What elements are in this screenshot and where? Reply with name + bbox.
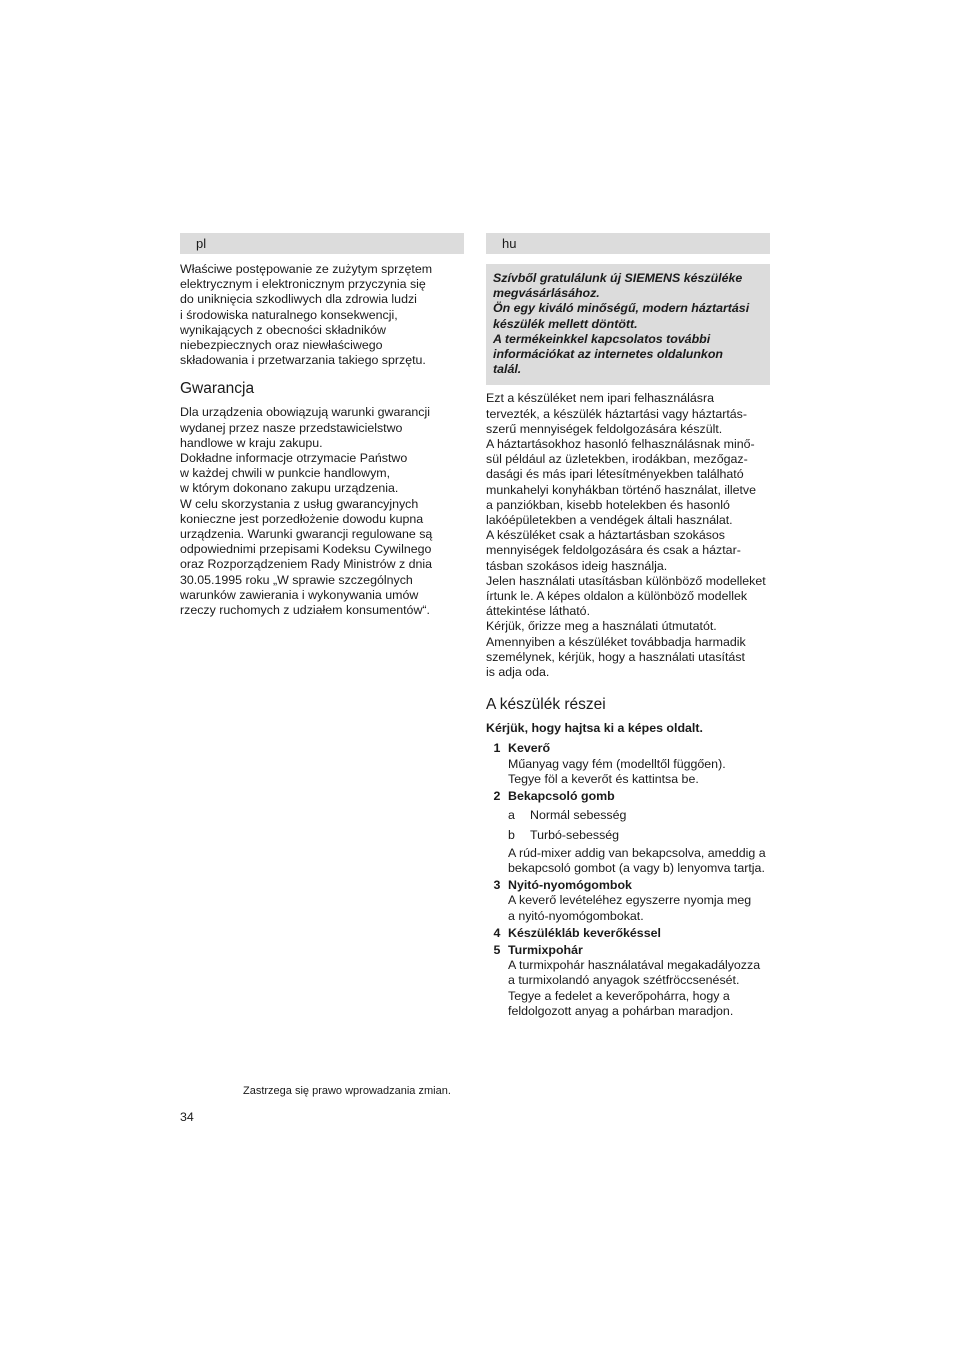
part-number: 4 [493,925,501,940]
sub-letter: a [508,808,515,823]
disposal-text: Właściwe postępowanie ze zużytym sprzętem elektrycznym i elektronicznym przyczynia się do uniknięcia szkodliwych dla zdrowia ludzi i środowiska naturalnego konsekwencji, wynikających z obecności składników niebezpiecznych oraz niewłaściwego składowania i przetwarzania takiego sprzętu. [180,262,433,368]
part-number: 3 [493,878,501,893]
sub-letter: b [508,827,515,842]
part-description: Tegye a fedelet a keverőpohárra, hogy a feldolgozott anyag a pohárban maradjon. [508,988,734,1018]
part-description: A keverő levételéhez egyszerre nyomja meg a nyitó-nyomógombokat. [508,893,752,923]
part-item [486,878,770,924]
part-title: Turmixpohár [508,942,583,957]
sub-item: a Normál sebesség [508,808,627,823]
part-description: Műanyag vagy fém (modelltől függően). Tegye föl a keverőt és kattintsa be. [508,756,726,786]
part-item [486,789,770,876]
footer-note: Zastrzega się prawo wprowadzania zmian. [243,1085,451,1097]
polish-column [180,233,464,618]
part-title: Nyitó-nyomógombok [508,878,632,893]
warranty-heading: Gwarancja [180,380,255,398]
parts-subheading: Kérjük, hogy hajtsa ki a képes oldalt. [486,721,703,736]
usage-paragraph: A készüléket csak a háztartásban szokásos mennyiségek feldolgozására és csak a háztar- tásban szokásos ideig használja. [486,528,741,573]
part-number: 5 [493,942,501,957]
warranty-paragraph: Dokładne informacje otrzymacie Państwo w każdej chwili w punkcie handlowym, w którym dokonano zakupu urządzenia. [180,451,408,496]
warranty-paragraph: W celu skorzystania z usług gwarancyjnych konieczne jest porzedłożenie dowodu kupna urządzenia. Warunki gwarancji regulowane są odpowiednimi przepisami Kodeksu Cywilnego oraz Rozporządzeniem Rady Ministrów z dnia 30.05.1995 roku „W sprawie szczególnych warunków zawierania i wykonywania umów rzeczy ruchomych z udziałem konsumentów“. [180,496,433,618]
part-description: A turmixpohár használatával megakadályozza a turmixolandó anyagok szétfröccsenését. [508,958,761,988]
part-number: 1 [493,741,501,756]
sub-item: b Turbó-sebesség [508,827,620,842]
part-number: 2 [493,789,501,804]
hungarian-column [486,233,770,1019]
usage-paragraph: Kérjük, őrizze meg a használati útmutatót. Amennyiben a készüléket továbbadja harmadik személynek, kérjük, hogy a használati utasítást is adja oda. [486,619,746,680]
part-item [486,741,770,787]
parts-heading: A készülék részei [486,696,606,714]
warranty-paragraph: Dla urządzenia obowiązują warunki gwarancji wydanej przez nasze przedstawicielstwo handlowe w kraju zakupu. [180,405,431,450]
page-number: 34 [180,1110,194,1124]
part-title: Keverő [508,741,551,756]
part-title: Bekapcsoló gomb [508,789,615,804]
part-item [486,943,770,1019]
part-item [486,926,770,941]
part-title: Készülékláb keverőkéssel [508,925,661,940]
congratulations-box: Szívből gratulálunk új SIEMENS készüléke megvásárlásához. Ön egy kiváló minőségű, modern háztartási készülék mellett döntött. A termékeinkkel kapcsolatos további információkat az internetes oldalunkon talál. [486,264,770,385]
usage-paragraph: A háztartásokhoz hasonló felhasználásnak minő- sül például az üzletekben, irodákban, mezőgaz- dasági és más ipari létesítményekben található munkahelyi konyhákban történő használat, illetve a panziókban, kisebb hotelekben és hasonló lakóépületekben a vendégek általi használat. [486,437,757,528]
usage-paragraph: Jelen használati utasításban különböző modelleket írtunk le. A képes oldalon a különböző modellek áttekintése látható. [486,573,766,619]
usage-paragraph: Ezt a készüléket nem ipari felhasználásra tervezték, a készülék háztartási vagy háztartás- szerű mennyiségek feldolgozására készült. [486,391,748,436]
language-bar-hu: hu [486,233,770,254]
language-bar-pl: pl [180,233,464,254]
part-description: A rúd-mixer addig van bekapcsolva, ameddig a bekapcsoló gombot (a vagy b) lenyomva tartja. [508,845,766,875]
